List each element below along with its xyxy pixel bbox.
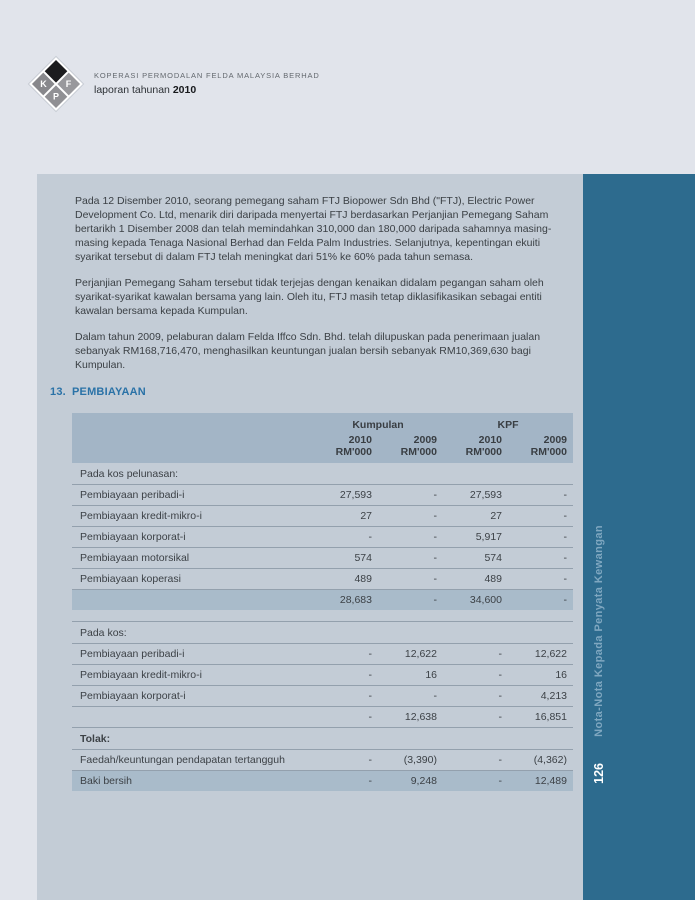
row-value: 16 [555,669,567,681]
row-label: Faedah/keuntungan pendapatan tertangguh [80,754,285,766]
report-title [94,84,320,96]
row-label: Pembiayaan peribadi-i [80,648,185,660]
column-group-kpf: KPF [497,419,519,431]
page-header [30,58,320,108]
header-text [94,71,320,96]
row-value: - [498,711,502,723]
table-row [72,771,573,791]
row-value: 27,593 [339,489,372,501]
table-header [72,413,573,463]
table-row [72,548,573,569]
row-value: 12,489 [534,775,567,787]
table-spacer [72,610,573,621]
column-year: 2010 [478,434,502,446]
row-value: - [563,531,567,543]
row-label: Pembiayaan kredit-mikro-i [80,510,202,522]
row-value: - [368,690,372,702]
row-value: - [563,552,567,564]
row-value: - [563,573,567,585]
paragraph-1: Pada 12 Disember 2010, seorang pemegang saham FTJ Biopower Sdn Bhd ("FTJ), Electric Power Development Co. Ltd, menarik diri daripada menyertai FTJ berdasarkan Perjanjian Pemegang Saham bertarikh 1 Disember 2008 dan telah memindahkan 310,000 dan 180,000 daripada sahamnya masing-masing kepada Tenaga Nasional Berhad dan Felda Palm Industries. Selanjutnya, kepentingan ekuiti syarikat tersebut di dalam FTJ telah meningkat dari 51% ke 60% pada tahun semasa. [75,195,552,263]
row-value: - [368,669,372,681]
table-row [72,590,573,610]
row-value: 16 [425,669,437,681]
kpf-logo [30,58,80,108]
row-value: - [433,573,437,585]
row-label: Pembiayaan motorsikal [80,552,190,564]
report-title-prefix: laporan tahunan [94,83,170,96]
row-label: Pembiayaan korporat-i [80,531,186,543]
column-unit: RM'000 [465,446,502,458]
section-heading [50,386,583,398]
table-row [72,463,573,485]
paragraph-2: Perjanjian Pemegang Saham tersebut tidak terjejas dengan kenaikan didalam pegangan saham oleh syarikat-syarikat kawalan bersama yang lain. Oleh itu, FTJ masih tetap diklasifikasikan sebagai entiti kawalan bersama kepada Kumpulan. [75,277,544,317]
sidebar-band [583,174,695,900]
table-row [72,728,573,750]
column-year: 2010 [348,434,372,446]
table-header-columns [72,434,573,458]
table-row [72,686,573,707]
column-header [508,434,573,458]
page-number: 126 [592,763,606,784]
table-row [72,506,573,527]
row-value: - [498,690,502,702]
row-value: - [563,594,567,606]
row-value: - [498,648,502,660]
row-label: Pada kos pelunasan: [80,467,179,480]
row-label: Pembiayaan kredit-mikro-i [80,669,202,681]
row-value: 34,600 [469,594,502,606]
column-group-kumpulan: Kumpulan [352,419,404,431]
report-year: 2010 [172,83,197,96]
row-label: Baki bersih [80,775,132,787]
row-value: - [433,489,437,501]
row-value: 27,593 [469,489,502,501]
content-panel [37,174,583,900]
kpf-logo-diamond [29,57,83,111]
row-value: - [368,711,372,723]
row-label: Pembiayaan koperasi [80,573,181,585]
column-unit: RM'000 [400,446,437,458]
column-unit: RM'000 [530,446,567,458]
row-value: - [498,775,502,787]
row-value: 4,213 [540,690,567,702]
row-value: - [433,552,437,564]
row-label: Pada kos: [80,626,127,639]
row-value: 489 [354,573,372,585]
row-value: - [368,648,372,660]
row-value: 489 [484,573,502,585]
logo-letter-k: K [40,79,47,89]
row-value: 9,248 [410,775,437,787]
row-value: 12,622 [534,648,567,660]
logo-letter-p: P [52,91,60,102]
row-value: - [433,510,437,522]
row-value: 27 [360,510,372,522]
row-label: Pembiayaan korporat-i [80,690,186,702]
section-title: PEMBIAYAAN [72,386,146,398]
company-name: KOPERASI PERMODALAN FELDA MALAYSIA BERHAD [94,70,320,80]
table-header-groups [72,419,573,431]
row-value: 12,638 [404,711,437,723]
row-value: - [563,489,567,501]
paragraph-3: Dalam tahun 2009, pelaburan dalam Felda Iffco Sdn. Bhd. telah dilupuskan pada penerimaan jualan sebanyak RM168,716,470, menghasilkan keuntungan jualan bersih sebanyak RM10,369,630 bagi Kumpulan. [75,331,541,371]
sidebar-section-title: Nota-Nota Kepada Penyata Kewangan [593,525,605,737]
column-year: 2009 [543,434,567,446]
financing-table [72,413,573,791]
column-unit: RM'000 [335,446,372,458]
table-row [72,485,573,506]
row-label: Pembiayaan peribadi-i [80,489,185,501]
row-value: - [498,669,502,681]
table-row [72,527,573,548]
row-value: 16,851 [534,711,567,723]
row-value: - [433,594,437,606]
row-value: 27 [490,510,502,522]
table-row [72,750,573,771]
table-row [72,665,573,686]
row-value: 574 [484,552,502,564]
column-header [378,434,443,458]
column-header [443,434,508,458]
row-value: 12,622 [404,648,437,660]
row-value: (3,390) [403,754,437,766]
column-year: 2009 [413,434,437,446]
row-value: - [498,754,502,766]
row-value: - [368,754,372,766]
row-value: 574 [354,552,372,564]
row-value: 28,683 [339,594,372,606]
row-label: Tolak: [80,732,111,745]
logo-letter-f: F [65,79,72,89]
row-value: 5,917 [475,531,502,543]
table-row [72,569,573,590]
financing-table-body [72,463,573,791]
table-row [72,644,573,665]
row-value: - [368,775,372,787]
row-value: (4,362) [533,754,567,766]
row-value: - [563,510,567,522]
row-value: - [368,531,372,543]
column-header [313,434,378,458]
section-number: 13. [50,386,66,398]
row-value: - [433,531,437,543]
table-row [72,707,573,728]
row-value: - [433,690,437,702]
table-row [72,621,573,644]
